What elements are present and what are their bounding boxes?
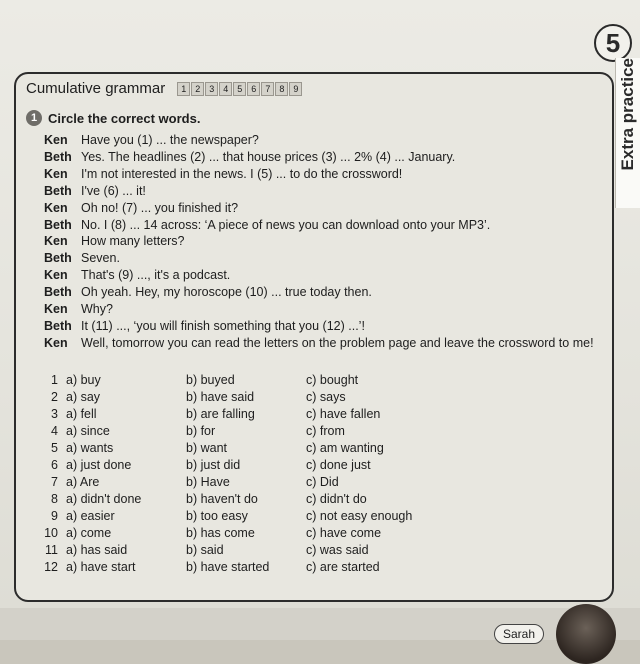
- progress-steps: [177, 82, 302, 96]
- step-marker: 5: [233, 82, 246, 96]
- question-number: 10: [44, 526, 58, 540]
- dialogue: [44, 132, 604, 352]
- dialogue-text: No. I (8) ... 14 across: ‘A piece of news you can download onto your MP3’.: [81, 217, 491, 232]
- speaker-name: Ken: [44, 133, 68, 147]
- option-c[interactable]: c) says: [306, 390, 346, 404]
- dialogue-line: [44, 301, 604, 318]
- question-number: 2: [51, 390, 58, 404]
- dialogue-line: [44, 132, 604, 149]
- question-number: 11: [45, 543, 58, 557]
- exercise-number-badge: 1: [26, 110, 42, 126]
- option-a[interactable]: a) say: [66, 390, 101, 404]
- answer-options: [38, 373, 598, 577]
- option-a[interactable]: a) easier: [66, 509, 115, 523]
- dialogue-text: How many letters?: [81, 234, 185, 249]
- option-row: [38, 407, 598, 424]
- dialogue-line: [44, 250, 604, 267]
- option-a[interactable]: a) fell: [66, 407, 97, 421]
- speaker-name: Ken: [44, 166, 68, 181]
- speaker-name: Beth: [44, 183, 72, 198]
- question-number: 1: [51, 373, 58, 387]
- question-number: 12: [44, 560, 58, 574]
- option-c[interactable]: c) done just: [306, 458, 371, 472]
- dialogue-line: [44, 149, 604, 166]
- option-a[interactable]: a) Are: [66, 475, 100, 489]
- dialogue-text: Have you (1) ... the newspaper?: [81, 133, 259, 147]
- question-number: 8: [51, 492, 58, 506]
- dialogue-text: Oh no! (7) ... you finished it?: [81, 200, 239, 215]
- option-row: [38, 475, 598, 492]
- dialogue-text: Why?: [81, 302, 113, 317]
- option-c[interactable]: c) am wanting: [306, 441, 384, 455]
- option-a[interactable]: a) didn't done: [66, 492, 142, 506]
- dialogue-line: [44, 200, 604, 217]
- dialogue-line: [44, 267, 604, 284]
- side-tab: [615, 58, 640, 208]
- option-c[interactable]: c) didn't do: [306, 492, 367, 506]
- next-page-strip: [0, 608, 640, 640]
- step-marker: 4: [219, 82, 232, 96]
- option-a[interactable]: a) since: [66, 424, 110, 438]
- option-a[interactable]: a) just done: [66, 458, 132, 472]
- option-row: [38, 560, 598, 577]
- speaker-name: Ken: [44, 335, 68, 350]
- option-b[interactable]: b) are falling: [186, 407, 255, 421]
- option-b[interactable]: b) said: [186, 543, 224, 557]
- dialogue-text: It (11) ..., ‘you will finish something that you (12) ...’!: [81, 318, 365, 333]
- dialogue-text: Yes. The headlines (2) ... that house prices (3) ... 2% (4) ... January.: [81, 149, 456, 164]
- speaker-name: Ken: [44, 302, 68, 317]
- character-photo: [556, 604, 616, 664]
- step-marker: 9: [289, 82, 302, 96]
- option-c[interactable]: c) bought: [306, 373, 359, 387]
- question-number: 3: [51, 407, 58, 421]
- panel-title: Cumulative grammar: [26, 80, 166, 97]
- dialogue-text: Seven.: [81, 251, 120, 266]
- bleed-through-text: [330, 20, 590, 60]
- option-row: [38, 424, 598, 441]
- option-c[interactable]: c) not easy enough: [306, 509, 413, 523]
- speaker-name: Beth: [44, 149, 72, 164]
- option-row: [38, 526, 598, 543]
- option-row: [38, 373, 598, 390]
- exercise-panel: [14, 72, 614, 602]
- option-a[interactable]: a) have start: [66, 560, 136, 574]
- dialogue-line: [44, 284, 604, 301]
- step-marker: 3: [205, 82, 218, 96]
- option-row: [38, 390, 598, 407]
- exercise-instruction: Circle the correct words.: [48, 110, 201, 126]
- speaker-name: Beth: [44, 285, 72, 300]
- option-b[interactable]: b) Have: [186, 475, 230, 489]
- step-marker: 1: [177, 82, 190, 96]
- option-c[interactable]: c) have fallen: [306, 407, 381, 421]
- option-b[interactable]: b) buyed: [186, 373, 235, 387]
- speaker-name: Beth: [44, 217, 72, 232]
- dialogue-text: Well, tomorrow you can read the letters on the problem page and leave the crossword to me!: [81, 335, 594, 350]
- option-row: [38, 492, 598, 509]
- option-a[interactable]: a) come: [66, 526, 112, 540]
- dialogue-line: [44, 217, 604, 234]
- question-number: 5: [51, 441, 58, 455]
- dialogue-line: [44, 318, 604, 335]
- exercise-heading: [26, 110, 200, 126]
- option-b[interactable]: b) too easy: [186, 509, 248, 523]
- speaker-name: Ken: [44, 268, 68, 283]
- option-row: [38, 543, 598, 560]
- dialogue-text: I've (6) ... it!: [81, 183, 146, 198]
- dialogue-line: [44, 233, 604, 250]
- dialogue-line: [44, 335, 604, 352]
- dialogue-line: [44, 166, 604, 183]
- unit-number-badge: 5: [594, 24, 632, 62]
- option-c[interactable]: c) from: [306, 424, 345, 438]
- step-marker: 8: [275, 82, 288, 96]
- speaker-name: Ken: [44, 200, 68, 215]
- option-b[interactable]: b) just did: [186, 458, 241, 472]
- speaker-name: Beth: [44, 251, 72, 266]
- option-a[interactable]: a) buy: [66, 373, 101, 387]
- option-b[interactable]: b) haven't do: [186, 492, 258, 506]
- option-row: [38, 458, 598, 475]
- speaker-name: Beth: [44, 318, 72, 333]
- option-b[interactable]: b) have started: [186, 560, 270, 574]
- panel-header: [26, 80, 302, 97]
- option-a[interactable]: a) wants: [66, 441, 114, 455]
- dialogue-line: [44, 183, 604, 200]
- character-name-tag: Sarah: [494, 624, 544, 644]
- option-b[interactable]: b) for: [186, 424, 216, 438]
- option-row: [38, 509, 598, 526]
- option-c[interactable]: c) Did: [306, 475, 339, 489]
- option-row: [38, 441, 598, 458]
- question-number: 6: [51, 458, 58, 472]
- option-b[interactable]: b) has come: [186, 526, 255, 540]
- option-c[interactable]: c) was said: [306, 543, 369, 557]
- question-number: 4: [51, 424, 58, 438]
- dialogue-text: I'm not interested in the news. I (5) ... to do the crossword!: [81, 166, 403, 181]
- option-c[interactable]: c) have come: [306, 526, 382, 540]
- dialogue-text: That's (9) ..., it's a podcast.: [81, 268, 231, 283]
- option-b[interactable]: b) have said: [186, 390, 255, 404]
- question-number: 9: [51, 509, 58, 523]
- option-c[interactable]: c) are started: [306, 560, 380, 574]
- option-b[interactable]: b) want: [186, 441, 227, 455]
- option-a[interactable]: a) has said: [66, 543, 128, 557]
- speaker-name: Ken: [44, 234, 68, 249]
- question-number: 7: [51, 475, 58, 489]
- side-tab-label: Extra practice: [618, 58, 637, 171]
- step-marker: 7: [261, 82, 274, 96]
- step-marker: 2: [191, 82, 204, 96]
- dialogue-text: Oh yeah. Hey, my horoscope (10) ... true today then.: [81, 285, 372, 300]
- step-marker: 6: [247, 82, 260, 96]
